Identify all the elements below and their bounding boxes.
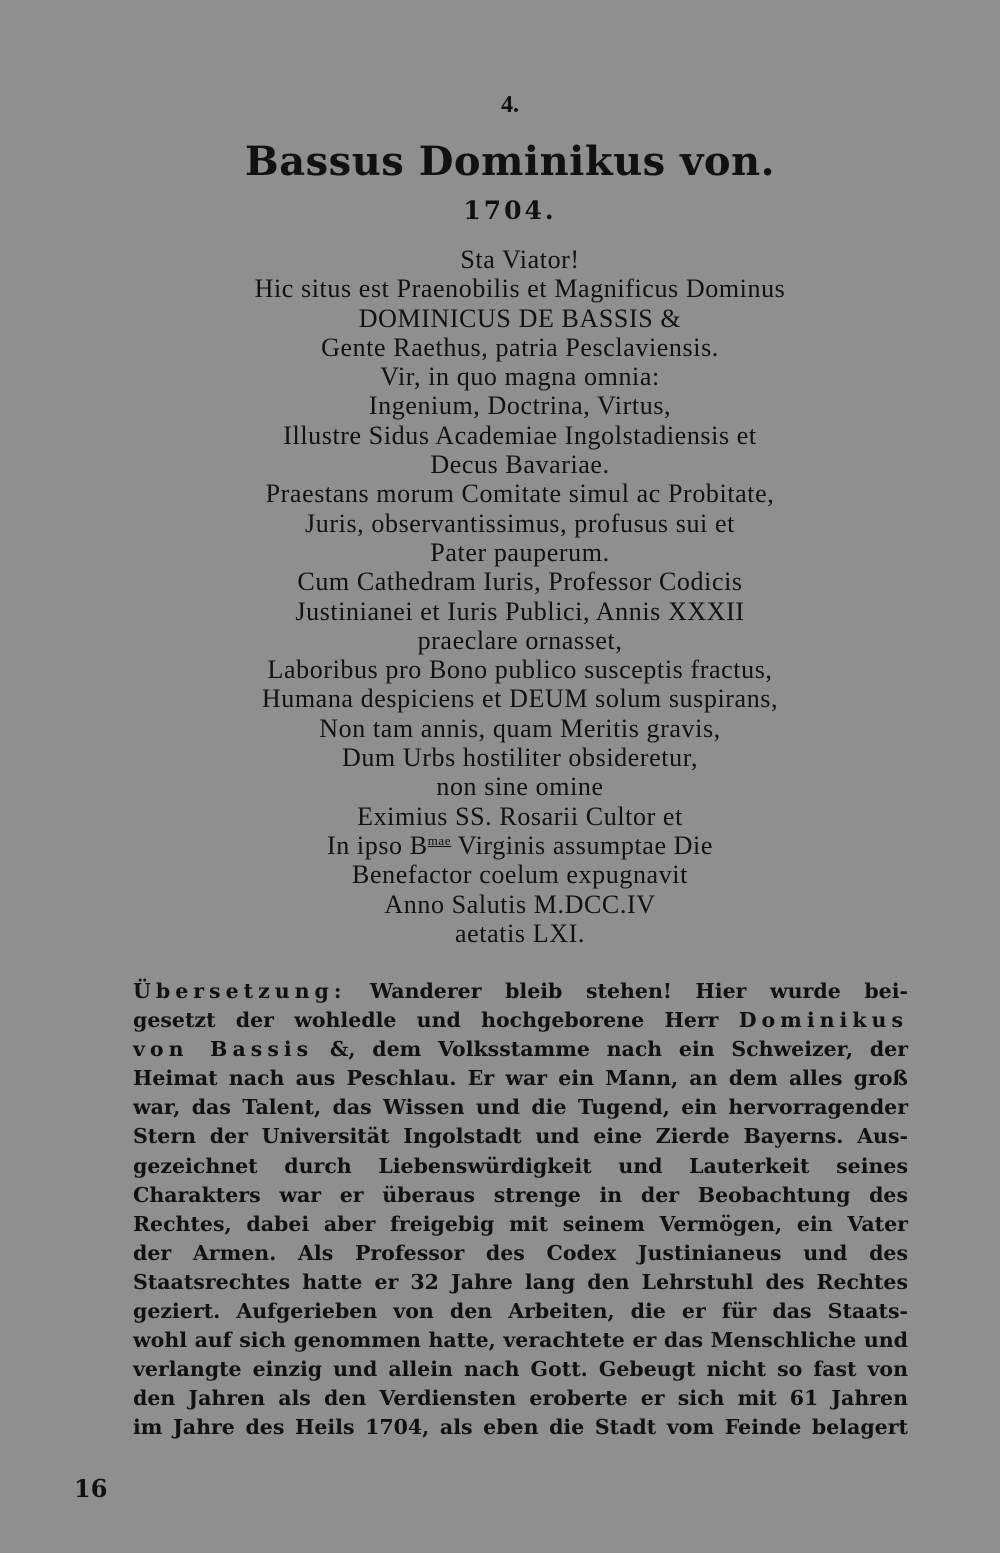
- translation-line: geziert. Aufgerieben von den Arbeiten, die er für das Staats-: [133, 1299, 908, 1324]
- translation-line: [133, 1035, 908, 1064]
- translation-line: [133, 1006, 908, 1035]
- entry-title: Bassus Dominikus von.: [244, 138, 776, 185]
- epitaph-line: non sine omine: [436, 772, 604, 802]
- epitaph-line: Ingenium, Doctrina, Virtus,: [368, 391, 672, 421]
- translation-line: Staatsrechtes hatte er 32 Jahre lang den Lehrstuhl des Rechtes: [133, 1269, 908, 1294]
- epitaph-line: Cum Cathedram Iuris, Professor Codicis: [297, 567, 743, 597]
- epitaph-line: Decus Bavariae.: [430, 450, 610, 480]
- german-translation: [133, 977, 908, 1443]
- epitaph-line: Illustre Sidus Academiae Ingolstadiensis et: [283, 420, 757, 450]
- translation-line: der Armen. Als Professor des Codex Justinianeus und des: [133, 1240, 908, 1265]
- epitaph-line: Non tam annis, quam Meritis gravis,: [319, 713, 721, 743]
- translation-line: wohl auf sich genommen hatte, verachtete er das Menschliche und: [133, 1328, 908, 1353]
- translation-line: Charakters war er überaus strenge in der Beobachtung des: [133, 1182, 908, 1207]
- translation-line: war, das Talent, das Wissen und die Tugend, ein hervorragender: [133, 1095, 908, 1120]
- epitaph-line: aetatis LXI.: [455, 918, 585, 948]
- superscript-abbreviation: mae: [427, 832, 452, 848]
- epitaph-line: Anno Salutis M.DCC.IV: [384, 889, 656, 919]
- translation-line: im Jahre des Heils 1704, als eben die Stadt vom Feinde belagert: [133, 1415, 908, 1440]
- epitaph-line: Gente Raethus, patria Pesclaviensis.: [321, 332, 719, 362]
- epitaph-line: Vir, in quo magna omnia:: [380, 362, 660, 392]
- translation-line: gezeichnet durch Liebenswürdigkeit und Lauterkeit seines: [133, 1153, 908, 1178]
- translation-line: Heimat nach aus Peschlau. Er war ein Mann, an dem alles groß: [133, 1066, 908, 1091]
- epitaph-line: Juris, observantissimus, profusus sui et: [305, 508, 735, 538]
- epitaph-line: Laboribus pro Bono publico susceptis fractus,: [267, 655, 773, 685]
- epitaph-line: praeclare ornasset,: [417, 625, 623, 655]
- epitaph-line: Justinianei et Iuris Publici, Annis XXXII: [295, 596, 745, 626]
- epitaph-line: [130, 831, 910, 860]
- epitaph-line: Hic situs est Praenobilis et Magnificus Dominus: [254, 274, 786, 304]
- page-number: 16: [74, 1474, 108, 1503]
- translation-line: verlangte einzig und allein nach Gott. Gebeugt nicht so fast von: [133, 1357, 908, 1382]
- person-name: Dominikus: [738, 1008, 908, 1033]
- epitaph-line: Praestans morum Comitate simul ac Probitate,: [265, 479, 775, 509]
- translation-line: Stern der Universität Ingolstadt und eine Zierde Bayerns. Aus-: [133, 1124, 908, 1149]
- epitaph-line: Dum Urbs hostiliter obsideretur,: [341, 743, 699, 773]
- translation-text: &, dem Volksstamme nach ein Schweizer, der: [313, 1037, 908, 1062]
- translation-text: Wanderer bleib stehen! Hier wurde bei-: [346, 979, 908, 1003]
- entry-number: 4.: [501, 92, 519, 118]
- translation-label: Übersetzung:: [133, 979, 347, 1003]
- epitaph-line: Humana despiciens et DEUM solum suspirans,: [261, 684, 779, 714]
- translation-text: gesetzt der wohledle und hochgeborene Herr: [133, 1008, 739, 1033]
- translation-line: den Jahren als den Verdiensten eroberte er sich mit 61 Jahren: [133, 1386, 908, 1411]
- epitaph-line: Pater pauperum.: [430, 537, 610, 567]
- person-name: von Bassis: [133, 1037, 314, 1062]
- epitaph-line: DOMINICUS DE BASSIS &: [358, 303, 682, 333]
- entry-year: 1704.: [463, 196, 557, 225]
- translation-line: [133, 977, 908, 1006]
- epitaph-line: Eximius SS. Rosarii Cultor et: [357, 801, 683, 831]
- epitaph-line: Benefactor coelum expugnavit: [352, 860, 688, 890]
- translation-line: Rechtes, dabei aber freigebig mit seinem Vermögen, ein Vater: [133, 1211, 908, 1236]
- epitaph-line: Sta Viator!: [460, 245, 580, 274]
- epitaph-text: In ipso B: [326, 830, 428, 860]
- latin-epitaph: [130, 245, 910, 948]
- epitaph-text: Virginis assumptae Die: [451, 830, 714, 860]
